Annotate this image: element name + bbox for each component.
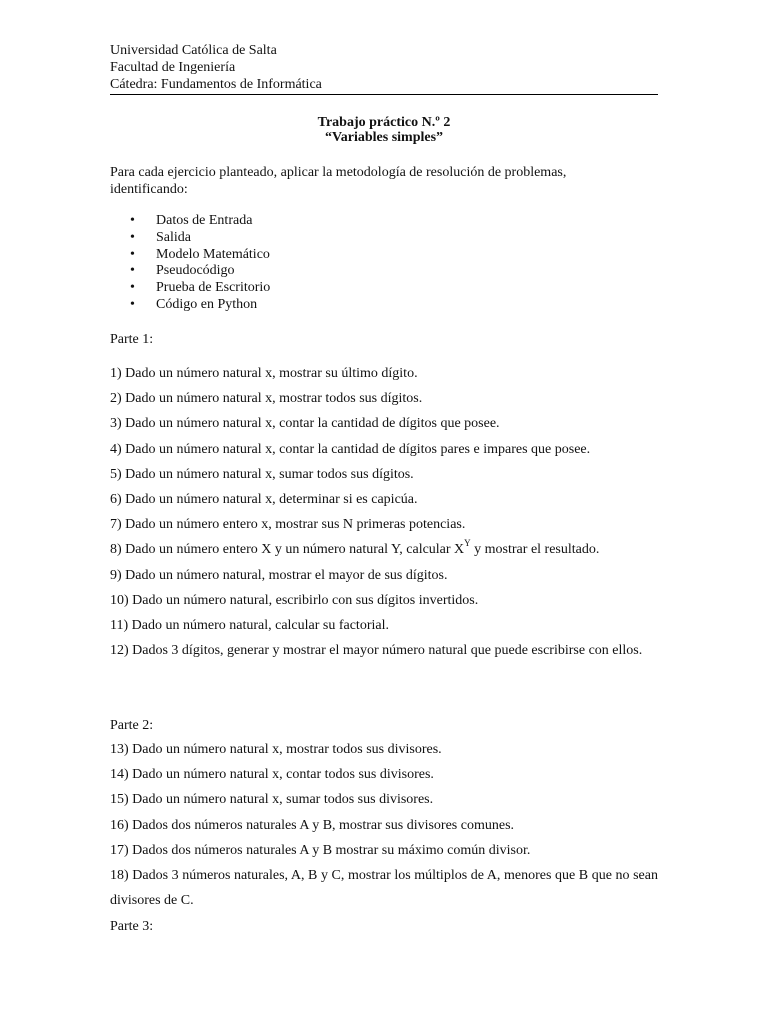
bullet-icon: • (130, 263, 135, 279)
bullet-icon: • (130, 213, 135, 228)
part-2-heading: Parte 2: (110, 718, 154, 733)
methodology-list (110, 213, 658, 314)
list-item: • Salida (130, 229, 191, 245)
title-line-2: “Variables simples” (324, 130, 444, 145)
list-item: • Modelo Matemático (130, 246, 270, 262)
list-item: • Pseudocódigo (130, 263, 235, 279)
bullet-icon: • (130, 229, 135, 245)
exercise-17: 17) Dados dos números naturales A y B mostrar su máximo común divisor. (110, 842, 531, 858)
exercise-13: 13) Dado un número natural x, mostrar todos sus divisores. (110, 742, 442, 757)
title-line-1: Trabajo práctico N.º 2 (317, 115, 451, 130)
document-title (110, 115, 658, 145)
exercise-8: 8) Dado un número entero X y un número natural Y, calcular $X^Y$ y mostrar el resultado. (110, 538, 600, 558)
exercise-5: 5) Dado un número natural x, sumar todos sus dígitos. (110, 466, 414, 482)
exercise-9: 9) Dado un número natural, mostrar el mayor de sus dígitos. (110, 567, 448, 583)
faculty-name: Facultad de Ingeniería (110, 60, 236, 75)
bullet-icon: • (130, 296, 135, 312)
exercise-16: 16) Dados dos números naturales A y B, mostrar sus divisores comunes. (110, 817, 515, 833)
document-page (110, 42, 658, 93)
part-1-heading: Parte 1: (110, 332, 154, 347)
exercise-4: 4) Dado un número natural x, contar la cantidad de dígitos pares e impares que posee. (110, 441, 591, 457)
exercise-3: 3) Dado un número natural x, contar la cantidad de dígitos que posee. (110, 416, 500, 432)
list-item: • Prueba de Escritorio (130, 280, 271, 296)
part-1-section (110, 331, 658, 663)
header-divider (110, 94, 658, 95)
part-3-heading: Parte 3: (110, 919, 154, 934)
exercise-12: 12) Dados 3 dígitos, generar y mostrar el mayor número natural que puede escribirse con ellos. (110, 643, 643, 659)
bullet-icon: • (130, 246, 135, 262)
exercise-18: 18) Dados 3 números naturales, A, B y C, mostrar los múltiplos de A, menores que B que no sean divisores de C. (110, 867, 658, 909)
university-name: Universidad Católica de Salta (110, 43, 277, 58)
part-2-section (110, 717, 658, 913)
list-item: • Código en Python (130, 296, 258, 312)
exercise-7: 7) Dado un número entero x, mostrar sus N primeras potencias. (110, 517, 466, 533)
exercise-11: 11) Dado un número natural, calcular su factorial. (110, 617, 389, 633)
exercise-14: 14) Dado un número natural x, contar todos sus divisores. (110, 767, 434, 783)
chair-name: Cátedra: Fundamentos de Informática (110, 77, 322, 92)
exercise-1: 1) Dado un número natural x, mostrar su último dígito. (110, 366, 418, 381)
exercise-10: 10) Dado un número natural, escribirlo con sus dígitos invertidos. (110, 592, 479, 608)
list-item: • Datos de Entrada (130, 213, 253, 228)
exercise-2: 2) Dado un número natural x, mostrar todos sus dígitos. (110, 391, 423, 407)
intro-paragraph: Para cada ejercicio planteado, aplicar la metodología de resolución de problemas, identificando: (110, 165, 567, 197)
bullet-icon: • (130, 280, 135, 296)
document-header (110, 42, 658, 93)
superscript-y: Y (464, 538, 471, 549)
exercise-15: 15) Dado un número natural x, sumar todos sus divisores. (110, 792, 434, 808)
exercise-6: 6) Dado un número natural x, determinar si es capicúa. (110, 491, 418, 507)
